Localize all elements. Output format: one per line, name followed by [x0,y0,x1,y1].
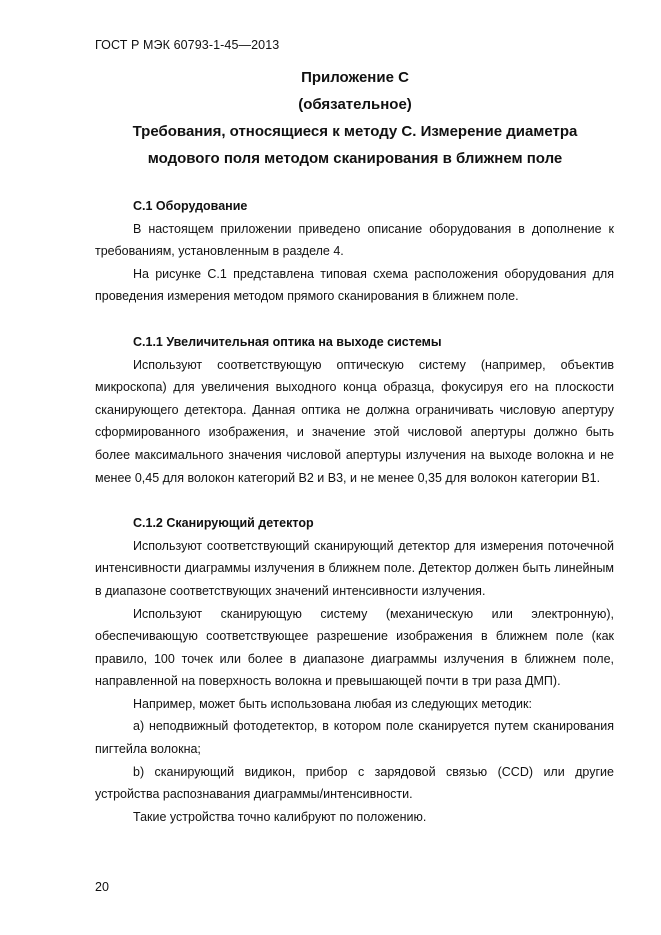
paragraph: Используют соответствующую оптическую систему (например, объектив микроскопа) для увеличения выходного конца образца, фокусируя его на плоскости сканирующего детектора. Данная оптика не должна ограничивать числовую апертуру сформированного изображения, и значение этой числовой апертуры должно быть более максимального значения числовой апертуры излучения на выходе волокна и не менее 0,45 для волокон категорий В2 и В3, и не менее 0,35 для волокон категории В1. [95,357,614,485]
list-item-a: а) неподвижный фотодетектор, в котором поле сканируется путем сканирования пигтейла волокна; [95,719,614,757]
spacer [95,489,614,512]
paragraph: На рисунке С.1 представлена типовая схема расположения оборудования для проведения измерения методом прямого сканирования в ближнем поле. [95,266,614,304]
appendix-title: Приложение С [301,69,409,86]
section-heading-c1-2: С.1.2 Сканирующий детектор [133,516,314,531]
paragraph: Используют сканирующую систему (механическую или электронную), обеспечивающую соответствующее разрешение изображения в ближнем поле (как правило, 100 точек или более в диапазоне диаграммы излучения в ближнем поле, направленной на поверхность волокна и превышающей почти в три раза ДМП). [95,606,614,689]
page-number: 20 [95,880,109,894]
document-body [95,195,614,828]
spacer [95,308,614,331]
section-heading-c1: С.1 Оборудование [133,199,248,213]
appendix-heading-line-1: Требования, относящиеся к методу С. Измерение диаметра [132,123,578,140]
paragraph: В настоящем приложении приведено описание оборудования в дополнение к требованиям, установленным в разделе 4. [95,221,614,259]
list-item-b: b) сканирующий видикон, прибор с зарядовой связью (CCD) или другие устройства распознавания диаграммы/интенсивности. [95,764,614,802]
paragraph: Например, может быть использована любая из следующих методик: [133,696,532,711]
appendix-title-block [95,64,615,172]
paragraph: Используют соответствующий сканирующий детектор для измерения поточечной интенсивности диаграммы излучения в ближнем поле. Детектор должен быть линейным в диапазоне соответствующих значений интенсивности излучения. [95,538,614,598]
paragraph: Такие устройства точно калибруют по положению. [133,809,427,824]
appendix-heading-line-2: модового поля методом сканирования в ближнем поле [147,150,563,167]
appendix-status: (обязательное) [298,96,412,113]
section-heading-c1-1: С.1.1 Увеличительная оптика на выходе системы [133,334,442,349]
document-code-header: ГОСТ Р МЭК 60793-1-45—2013 [95,38,280,52]
